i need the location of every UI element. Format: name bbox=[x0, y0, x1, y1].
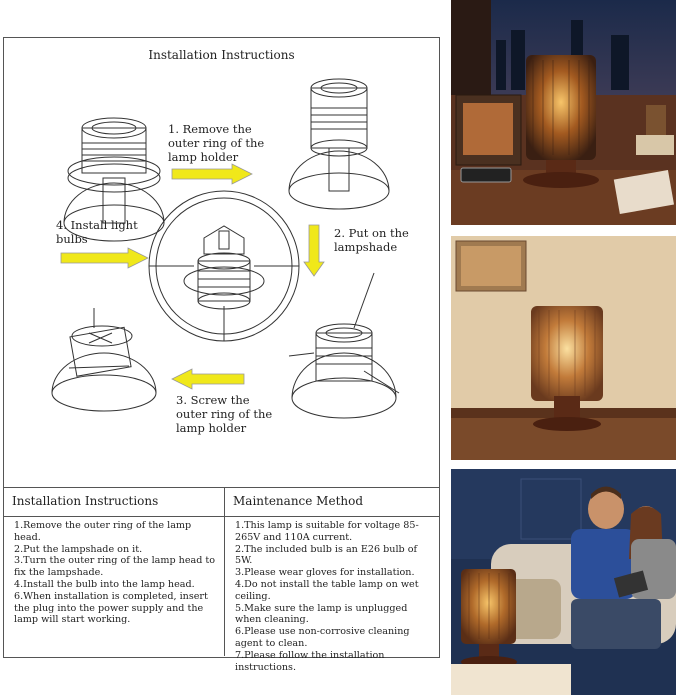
list-item: 2.The included bulb is an E26 bulb of 5W. bbox=[235, 543, 418, 567]
installation-diagram bbox=[3, 37, 440, 488]
list-item: 3.Please wear gloves for installation. bbox=[235, 567, 415, 579]
step-3-label: 3. Screw the outer ring of the lamp holder bbox=[176, 393, 273, 435]
list-item: 6.Please use non-corrosive cleaning agent to clean. bbox=[235, 626, 410, 649]
list-item: 2.Put the lampshade on it. bbox=[14, 543, 143, 555]
installation-header: Installation Instructions bbox=[4, 488, 225, 517]
list-item: 5.Make sure the lamp is unplugged when cleaning. bbox=[235, 602, 408, 626]
step-1-label: 1. Remove the outer ring of the lamp holder bbox=[168, 122, 265, 164]
lampshade-center bbox=[149, 191, 299, 341]
lamp-holder-top-right bbox=[289, 79, 389, 209]
list-item: 4.Install the bulb into the lamp head. bbox=[14, 578, 195, 590]
list-item: 1.Remove the outer ring of the lamp head. bbox=[14, 520, 192, 543]
list-item: 7.Please follow the installation instructions. bbox=[235, 649, 385, 673]
arrow-down-icon bbox=[304, 225, 324, 276]
lamp-bedside-photo bbox=[451, 236, 676, 460]
list-item: 1.This lamp is suitable for voltage 85-265V and 110A current. bbox=[235, 520, 419, 543]
instructions-table bbox=[3, 488, 440, 673]
step-2-label: 2. Put on the lampshade bbox=[334, 226, 409, 254]
list-item: 6.When installation is completed, insert the plug into the power supply and the lamp will start working. bbox=[14, 590, 208, 626]
arrow-left-mid-icon bbox=[61, 248, 148, 268]
arrow-left-bottom-icon bbox=[172, 369, 244, 389]
couple-sofa-lamp-photo bbox=[451, 469, 676, 695]
maintenance-header: Maintenance Method bbox=[225, 488, 439, 517]
list-item: 3.Turn the outer ring of the lamp head to fix the lampshade. bbox=[14, 555, 216, 579]
lamp-holder-bottom-left bbox=[52, 308, 156, 411]
installation-list bbox=[4, 517, 225, 656]
lamp-night-window-photo bbox=[451, 0, 676, 225]
maintenance-list bbox=[225, 517, 439, 673]
diagram-title: Installation Instructions bbox=[148, 48, 295, 62]
lamp-holder-bottom-right bbox=[289, 273, 399, 418]
list-item: 4.Do not install the table lamp on wet ceiling. bbox=[235, 578, 419, 602]
arrow-right-icon bbox=[172, 164, 252, 184]
step-4-label: 4. Install light bulbs bbox=[56, 218, 138, 246]
